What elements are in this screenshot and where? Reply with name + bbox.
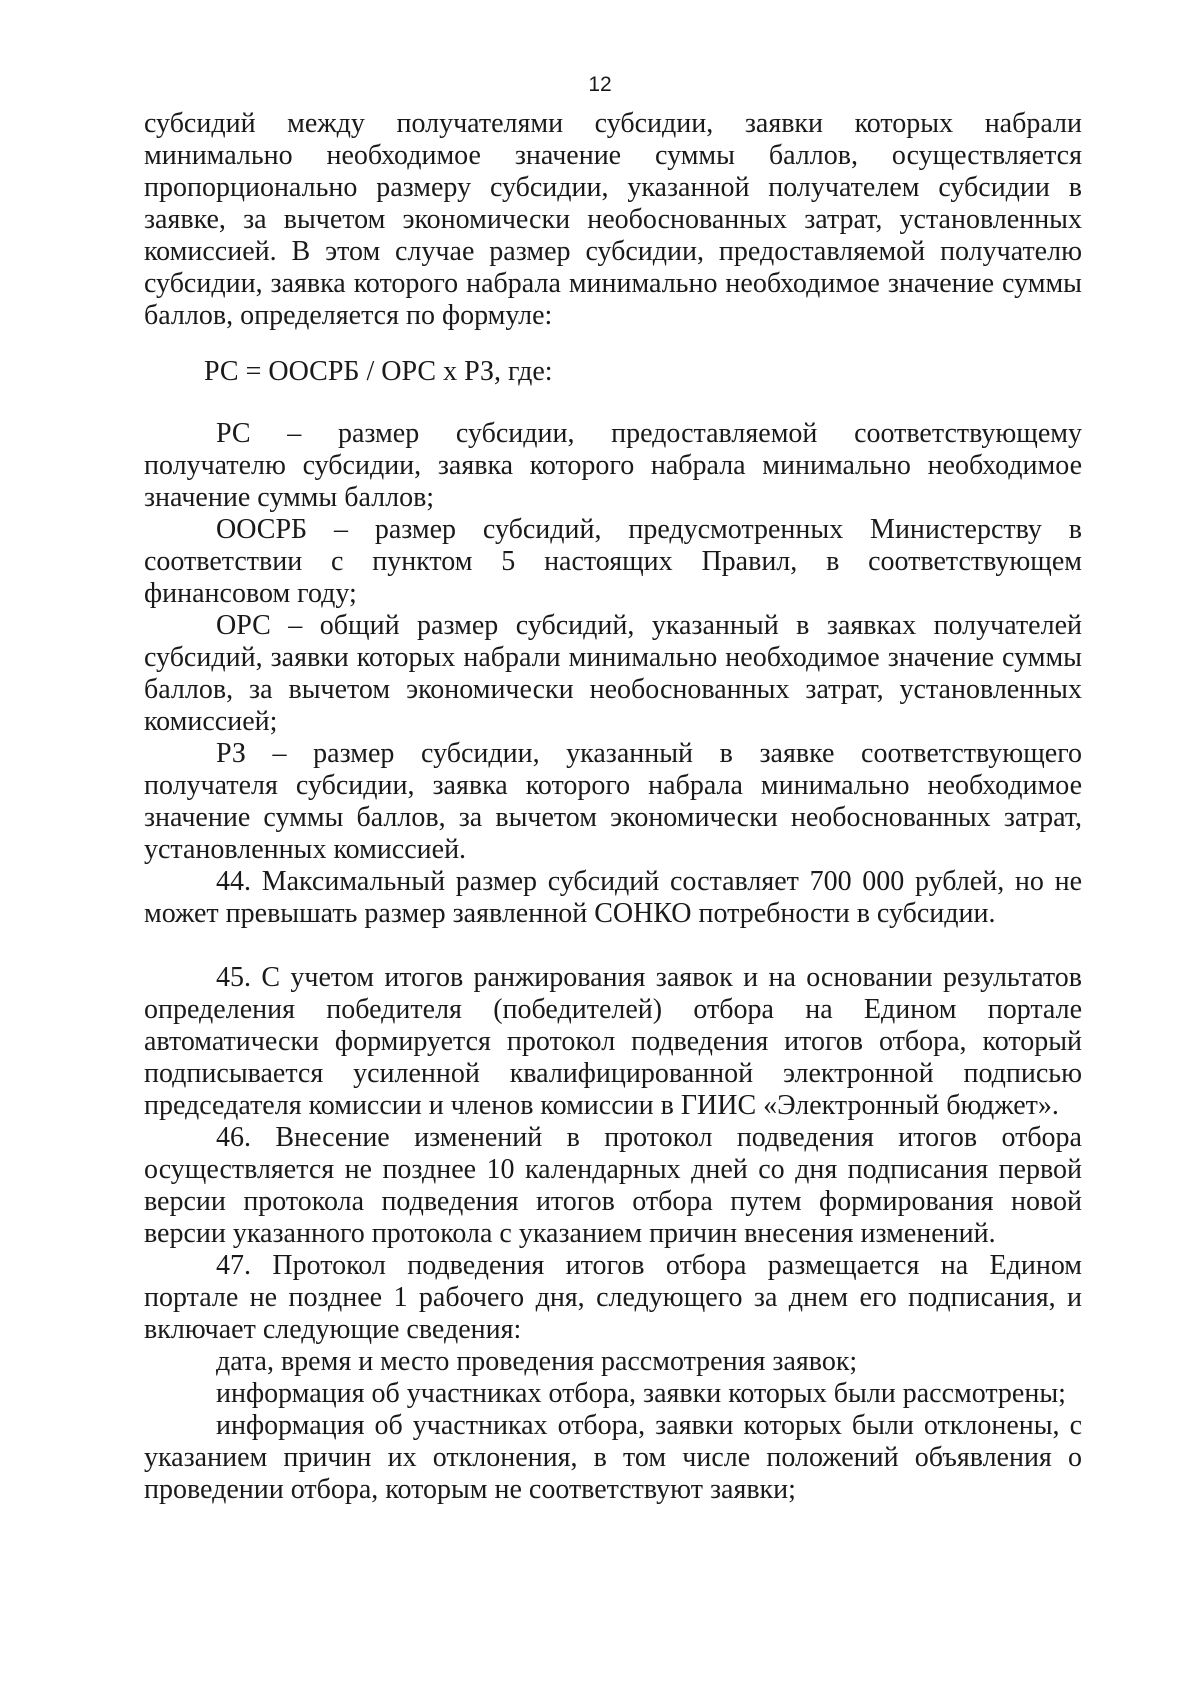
- paragraph-47: 47. Протокол подведения итогов отбора размещается на Едином портале не позднее 1 рабочего дня, следующего за днем его подписания, и включает следующие сведения:: [144, 1250, 1082, 1345]
- formula: РС = ООСРБ / ОРС х РЗ, где:: [204, 356, 553, 387]
- page-number: 12: [588, 73, 612, 96]
- definition-oosrb: ООСРБ – размер субсидий, предусмотренных Министерству в соответствии с пунктом 5 настоящих Правил, в соответствующем финансовом году;: [144, 514, 1082, 609]
- list-item: дата, время и место проведения рассмотрения заявок;: [216, 1346, 858, 1377]
- list-item: информация об участниках отбора, заявки которых были отклонены, с указанием причин их отклонения, в том числе положений объявления о проведении отбора, которым не соответствуют заявки;: [144, 1410, 1082, 1505]
- list-item: информация об участниках отбора, заявки которых были рассмотрены;: [216, 1378, 1066, 1409]
- paragraph-45: 45. С учетом итогов ранжирования заявок и на основании результатов определения победителя (победителей) отбора на Едином портале автоматически формируется протокол подведения итогов отбора, который подписывается усиленной квалифицированной электронной подписью председателя комиссии и членов комиссии в ГИИС «Электронный бюджет».: [144, 962, 1082, 1121]
- definition-rs: РС – размер субсидии, предоставляемой соответствующему получателю субсидии, заявка которого набрала минимально необходимое значение суммы баллов;: [144, 418, 1082, 513]
- spacer: [144, 930, 1082, 962]
- definition-ors: ОРС – общий размер субсидий, указанный в заявках получателей субсидий, заявки которых набрали минимально необходимое значение суммы баллов, за вычетом экономически необоснованных затрат, установленных комиссией;: [144, 610, 1082, 737]
- document-body: [144, 108, 1082, 1506]
- definition-rz: РЗ – размер субсидии, указанный в заявке соответствующего получателя субсидии, заявка которого набрала минимально необходимое значение суммы баллов, за вычетом экономически необоснованных затрат, установленных комиссией.: [144, 738, 1082, 865]
- paragraph-46: 46. Внесение изменений в протокол подведения итогов отбора осуществляется не позднее 10 календарных дней со дня подписания первой версии протокола подведения итогов отбора путем формирования новой версии указанного протокола с указанием причин внесения изменений.: [144, 1122, 1082, 1249]
- paragraph-44: 44. Максимальный размер субсидий составляет 700 000 рублей, но не может превышать размер заявленной СОНКО потребности в субсидии.: [144, 866, 1082, 929]
- paragraph-continuation: субсидий между получателями субсидии, заявки которых набрали минимально необходимое значение суммы баллов, осуществляется пропорционально размеру субсидии, указанной получателем субсидии в заявке, за вычетом экономически необоснованных затрат, установленных комиссией. В этом случае размер субсидии, предоставляемой получателю субсидии, заявка которого набрала минимально необходимое значение суммы баллов, определяется по формуле:: [144, 108, 1082, 331]
